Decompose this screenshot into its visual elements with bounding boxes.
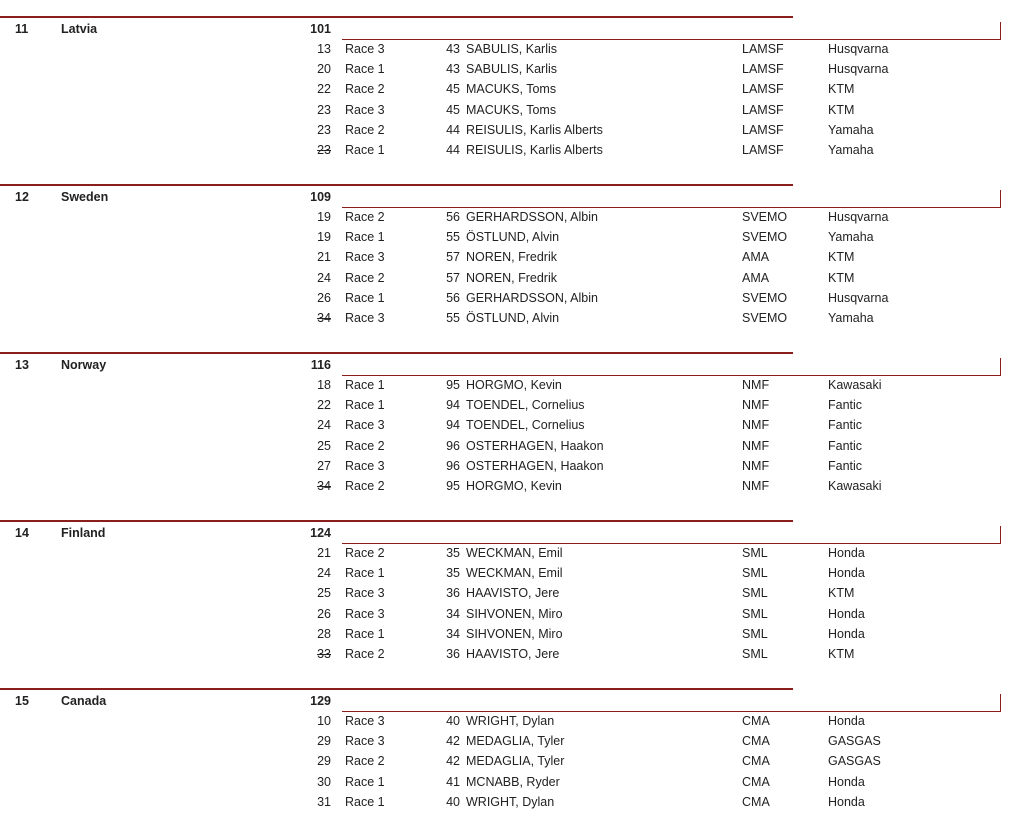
race-label: Race 1 [345,143,385,157]
federation: SML [742,647,768,661]
result-row [0,143,1024,163]
result-row [0,795,1024,815]
result-row [0,714,1024,734]
points: 24 [317,566,331,581]
team-top-rule [0,184,793,186]
motorcycle-brand: GASGAS [828,754,881,769]
rider-name: NOREN, Fredrik [466,270,557,285]
rider-number: 55 [446,230,460,245]
team-top-rule [0,352,793,354]
result-row [0,311,1024,331]
motorcycle-brand: KTM [828,82,855,97]
result-row [0,647,1024,667]
federation: SML [742,566,768,581]
race-label: Race 1 [345,626,385,641]
rider-name: REISULIS, Karlis Alberts [466,122,603,137]
points: 22 [317,398,331,413]
points: 22 [317,82,331,97]
federation: LAMSF [742,62,784,77]
team-nation: Norway [61,358,107,372]
team-top-rule [0,688,793,690]
race-label: Race 2 [345,122,385,137]
result-row [0,82,1024,102]
federation: SVEMO [742,311,788,325]
motorcycle-brand: GASGAS [828,734,881,749]
motorcycle-brand: Husqvarna [828,290,889,305]
team-position: 13 [15,358,29,372]
rider-name: MCNABB, Ryder [466,774,560,789]
race-label: Race 3 [345,734,385,749]
rider-name: ÖSTLUND, Alvin [466,230,560,245]
result-row [0,291,1024,311]
rider-number: 57 [446,250,460,265]
motorcycle-brand: Honda [828,794,865,809]
race-label: Race 1 [345,774,385,789]
motorcycle-brand: KTM [828,250,855,265]
dropped-points: 23 [317,143,331,157]
rider-number: 44 [446,143,460,157]
result-row [0,775,1024,795]
race-label: Race 1 [345,398,385,413]
motorcycle-brand: Honda [828,714,865,728]
federation: NMF [742,458,770,473]
federation: CMA [742,714,770,728]
motorcycle-brand: KTM [828,647,855,661]
rider-name: MACUKS, Toms [466,102,557,117]
motorcycle-brand: Honda [828,546,865,560]
result-row [0,546,1024,566]
race-label: Race 2 [345,210,385,224]
rider-number: 96 [446,458,460,473]
rider-number: 55 [446,311,460,325]
race-label: Race 1 [345,794,385,809]
federation: LAMSF [742,102,784,117]
rider-name: GERHARDSSON, Albin [466,290,598,305]
points: 18 [317,378,331,392]
result-row [0,627,1024,647]
points: 29 [317,734,331,749]
federation: LAMSF [742,143,784,157]
race-label: Race 3 [345,102,385,117]
result-row [0,754,1024,774]
points: 23 [317,102,331,117]
motorcycle-brand: Husqvarna [828,62,889,77]
team-top-rule [0,520,793,522]
race-label: Race 2 [345,82,385,97]
rider-name: MEDAGLIA, Tyler [466,734,565,749]
rider-name: TOENDEL, Cornelius [466,418,585,433]
rider-name: ÖSTLUND, Alvin [466,311,560,325]
federation: SML [742,546,768,560]
team-top-rule [0,16,793,18]
points: 28 [317,626,331,641]
rider-number: 43 [446,62,460,77]
team-header-rule [342,543,1001,544]
race-label: Race 1 [345,566,385,581]
rider-name: WECKMAN, Emil [466,566,563,581]
rider-name: MACUKS, Toms [466,82,557,97]
motorcycle-brand: Yamaha [828,311,874,325]
motorcycle-brand: Fantic [828,458,863,473]
rider-name: SABULIS, Karlis [466,62,558,77]
points: 27 [317,458,331,473]
team-position: 11 [15,22,29,36]
rider-name: WECKMAN, Emil [466,546,563,560]
rider-name: HORGMO, Kevin [466,378,562,392]
team-header-rule-end [1000,190,1001,208]
federation: SVEMO [742,290,788,305]
points: 24 [317,418,331,433]
federation: NMF [742,398,770,413]
federation: SML [742,626,768,641]
motorcycle-brand: Honda [828,774,865,789]
rider-number: 94 [446,398,460,413]
team-position: 15 [15,694,29,708]
race-label: Race 1 [345,230,385,245]
federation: NMF [742,378,770,392]
rider-number: 35 [446,566,460,581]
rider-number: 35 [446,546,460,560]
points: 20 [317,62,331,77]
result-row [0,250,1024,270]
result-row [0,586,1024,606]
motorcycle-brand: Yamaha [828,122,874,137]
team-block [0,672,1024,840]
race-label: Race 1 [345,62,385,77]
motorcycle-brand: Yamaha [828,230,874,245]
rider-number: 40 [446,714,460,728]
federation: SVEMO [742,210,788,224]
race-label: Race 3 [345,586,385,601]
rider-number: 45 [446,102,460,117]
points: 31 [317,794,331,809]
federation: SVEMO [742,230,788,245]
rider-number: 42 [446,734,460,749]
motorcycle-brand: Husqvarna [828,42,889,56]
rider-number: 43 [446,42,460,56]
result-row [0,398,1024,418]
rider-number: 56 [446,290,460,305]
motorcycle-brand: Honda [828,606,865,621]
result-row [0,566,1024,586]
team-block [0,336,1024,504]
team-header-rule-end [1000,22,1001,40]
rider-number: 94 [446,418,460,433]
rider-number: 96 [446,438,460,453]
rider-number: 36 [446,586,460,601]
motorcycle-brand: KTM [828,102,855,117]
team-total-points: 129 [310,694,331,708]
result-row [0,271,1024,291]
rider-name: WRIGHT, Dylan [466,794,555,809]
rider-number: 34 [446,626,460,641]
result-row [0,459,1024,479]
team-header-rule [342,375,1001,376]
race-label: Race 1 [345,290,385,305]
result-row [0,734,1024,754]
motorcycle-brand: Kawasaki [828,479,882,493]
rider-number: 95 [446,479,460,493]
points: 19 [317,230,331,245]
motorcycle-brand: Husqvarna [828,210,889,224]
motorcycle-brand: Honda [828,566,865,581]
team-header-rule-end [1000,358,1001,376]
team-position: 14 [15,526,29,540]
points: 25 [317,586,331,601]
federation: LAMSF [742,42,784,56]
rider-name: MEDAGLIA, Tyler [466,754,565,769]
result-row [0,42,1024,62]
rider-name: HAAVISTO, Jere [466,647,560,661]
team-block [0,0,1024,168]
race-label: Race 1 [345,378,385,392]
team-total-points: 101 [310,22,331,36]
rider-name: REISULIS, Karlis Alberts [466,143,603,157]
team-nation: Sweden [61,190,109,204]
race-label: Race 3 [345,42,385,56]
points: 30 [317,774,331,789]
federation: NMF [742,438,770,453]
race-label: Race 3 [345,714,385,728]
team-block [0,504,1024,672]
race-label: Race 2 [345,754,385,769]
federation: LAMSF [742,122,784,137]
rider-name: HAAVISTO, Jere [466,586,560,601]
race-label: Race 2 [345,479,385,493]
race-label: Race 3 [345,418,385,433]
team-nation: Latvia [61,22,98,36]
points: 23 [317,122,331,137]
rider-number: 41 [446,774,460,789]
result-row [0,230,1024,250]
team-total-points: 124 [310,526,331,540]
federation: NMF [742,479,770,493]
motorcycle-brand: Fantic [828,398,863,413]
team-nation: Canada [61,694,107,708]
rider-number: 34 [446,606,460,621]
rider-number: 44 [446,122,460,137]
federation: AMA [742,270,770,285]
motorcycle-brand: KTM [828,270,855,285]
points: 26 [317,606,331,621]
rider-name: OSTERHAGEN, Haakon [466,438,604,453]
points: 19 [317,210,331,224]
rider-name: WRIGHT, Dylan [466,714,555,728]
team-header-rule [342,711,1001,712]
race-label: Race 2 [345,546,385,560]
federation: SML [742,606,768,621]
rider-name: SIHVONEN, Miro [466,626,563,641]
rider-number: 45 [446,82,460,97]
rider-number: 57 [446,270,460,285]
rider-name: NOREN, Fredrik [466,250,557,265]
points: 26 [317,290,331,305]
race-label: Race 2 [345,647,385,661]
rider-name: TOENDEL, Cornelius [466,398,585,413]
rider-number: 56 [446,210,460,224]
rider-name: OSTERHAGEN, Haakon [466,458,604,473]
federation: CMA [742,794,770,809]
federation: AMA [742,250,770,265]
team-nation: Finland [61,526,106,540]
rider-name: SIHVONEN, Miro [466,606,563,621]
rider-number: 42 [446,754,460,769]
federation: CMA [742,734,770,749]
result-row [0,607,1024,627]
points: 29 [317,754,331,769]
rider-name: HORGMO, Kevin [466,479,562,493]
result-row [0,439,1024,459]
motorcycle-brand: Fantic [828,418,863,433]
team-total-points: 109 [310,190,331,204]
points: 21 [317,546,331,560]
result-row [0,418,1024,438]
points: 24 [317,270,331,285]
team-position: 12 [15,190,29,204]
result-row [0,479,1024,499]
federation: LAMSF [742,82,784,97]
team-total-points: 116 [310,358,331,372]
federation: CMA [742,754,770,769]
team-header-rule-end [1000,526,1001,544]
federation: NMF [742,418,770,433]
rider-number: 40 [446,794,460,809]
result-row [0,103,1024,123]
rider-number: 36 [446,647,460,661]
team-block [0,168,1024,336]
motorcycle-brand: KTM [828,586,855,601]
team-header-rule [342,207,1001,208]
race-label: Race 3 [345,606,385,621]
federation: CMA [742,774,770,789]
race-label: Race 2 [345,438,385,453]
points: 21 [317,250,331,265]
rider-number: 95 [446,378,460,392]
result-row [0,378,1024,398]
rider-name: SABULIS, Karlis [466,42,558,56]
team-header-rule [342,39,1001,40]
motorcycle-brand: Yamaha [828,143,874,157]
team-header-rule-end [1000,694,1001,712]
points: 10 [317,714,331,728]
result-row [0,123,1024,143]
motorcycle-brand: Fantic [828,438,863,453]
result-row [0,62,1024,82]
points: 13 [317,42,331,56]
race-label: Race 3 [345,311,385,325]
motorcycle-brand: Kawasaki [828,378,882,392]
dropped-points: 34 [317,311,331,325]
points: 25 [317,438,331,453]
result-row [0,210,1024,230]
rider-name: GERHARDSSON, Albin [466,210,598,224]
race-label: Race 3 [345,458,385,473]
federation: SML [742,586,768,601]
dropped-points: 33 [317,647,331,661]
dropped-points: 34 [317,479,331,493]
race-label: Race 2 [345,270,385,285]
race-label: Race 3 [345,250,385,265]
motorcycle-brand: Honda [828,626,865,641]
